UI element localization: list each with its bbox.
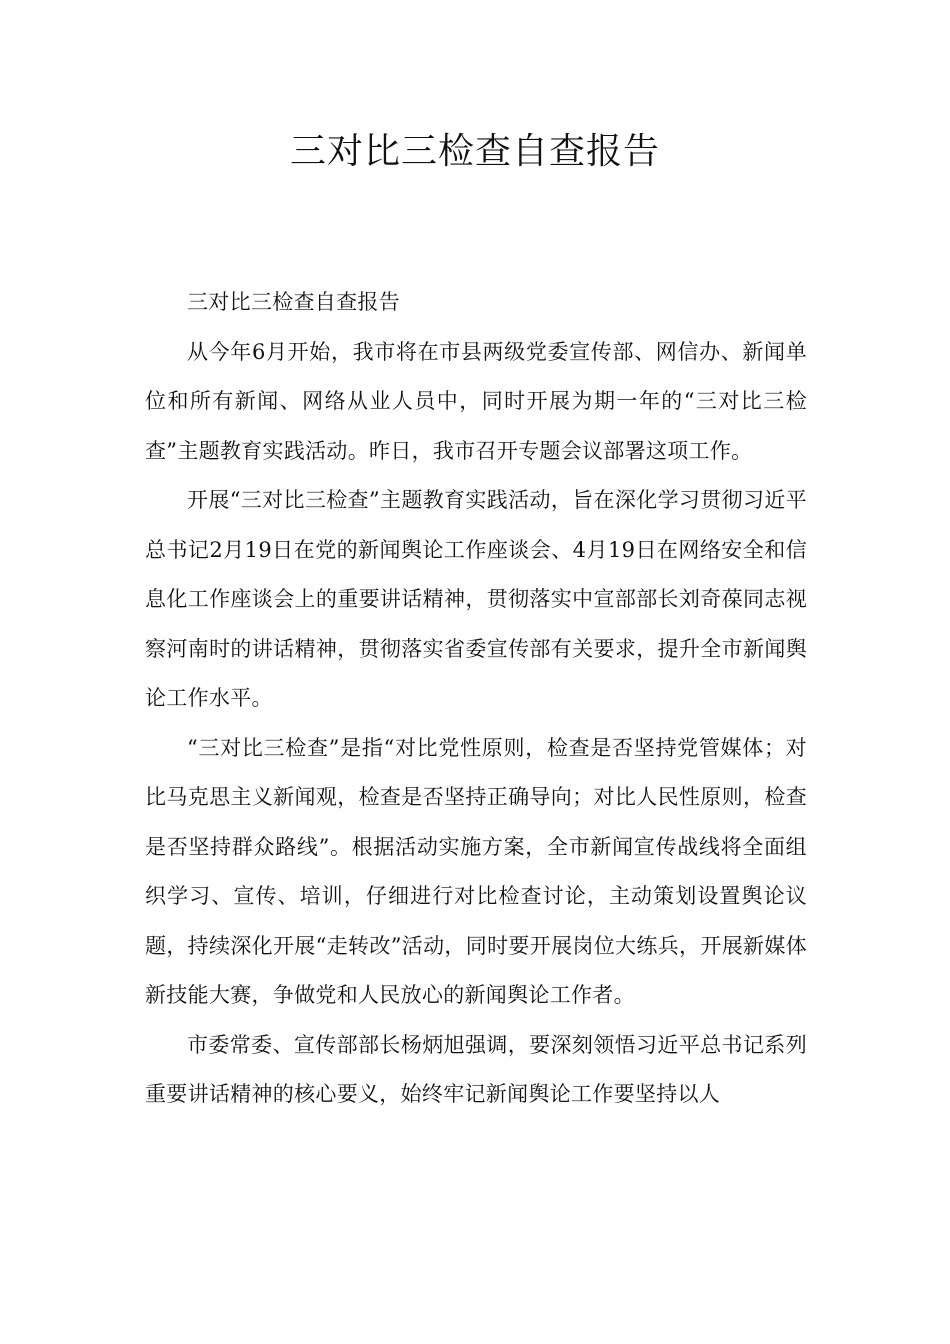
document-title: 三对比三检查自查报告 bbox=[289, 131, 660, 172]
document-body bbox=[145, 278, 807, 1120]
subtitle-paragraph: 三对比三检查自查报告 bbox=[187, 290, 400, 314]
body-paragraph-2: 开展“三对比三检查”主题教育实践活动，旨在深化学习贯彻习近平总书记2月19日在党的新闻舆论工作座谈会、4月19日在网络安全和信息化工作座谈会上的重要讲话精神，贯彻落实中宣部部长刘奇葆同志视察河南时的讲话精神，贯彻落实省委宣传部有关要求，提升全市新闻舆论工作水平。 bbox=[145, 488, 807, 710]
body-paragraph-3: “三对比三检查”是指“对比党性原则，检查是否坚持党管媒体；对比马克思主义新闻观，检查是否坚持正确导向；对比人民性原则，检查是否坚持群众路线”。根据活动实施方案，全市新闻宣传战线将全面组织学习、宣传、培训，仔细进行对比检查讨论，主动策划设置舆论议题，持续深化开展“走转改”活动，同时要开展岗位大练兵，开展新媒体新技能大赛，争做党和人民放心的新闻舆论工作者。 bbox=[145, 735, 807, 1007]
body-paragraph-1: 从今年6月开始，我市将在市县两级党委宣传部、网信办、新闻单位和所有新闻、网络从业人员中，同时开展为期一年的“三对比三检查”主题教育实践活动。昨日，我市召开专题会议部署这项工作。 bbox=[145, 339, 807, 463]
body-paragraph-4: 市委常委、宣传部部长杨炳旭强调，要深刻领悟习近平总书记系列重要讲话精神的核心要义，始终牢记新闻舆论工作要坚持以人 bbox=[145, 1032, 807, 1106]
